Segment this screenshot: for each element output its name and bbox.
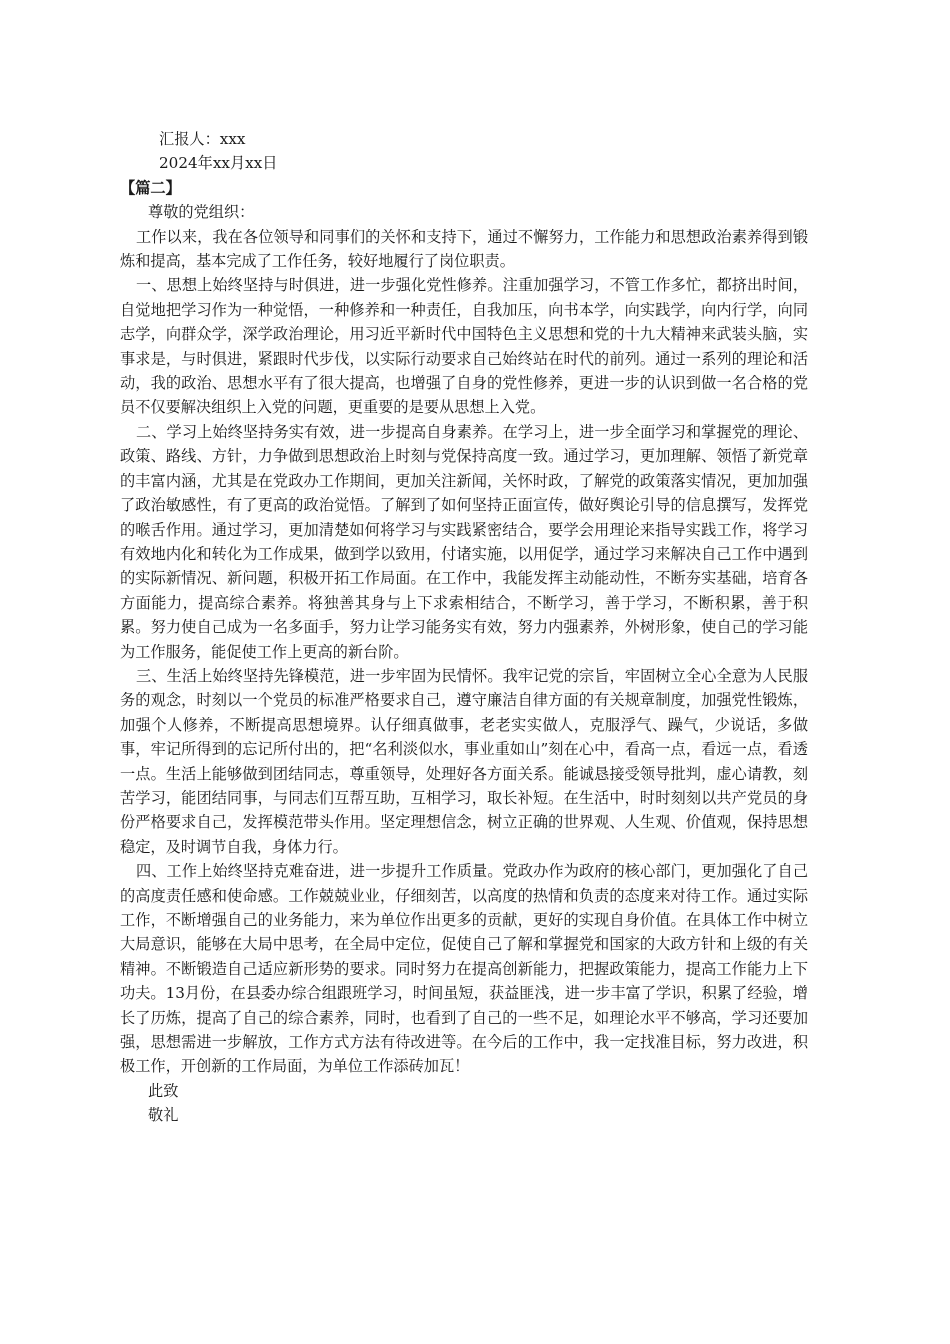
- paragraph-3: 三、生活上始终坚持先锋模范，进一步牢固为民情怀。我牢记党的宗旨，牢固树立全心全意为人民服务的观念，时刻以一个党员的标准严格要求自己，遵守廉洁自律方面的有关规章制度，加强党性锻炼，加强个人修养，不断提高思想境界。认仔细真做事，老老实实做人，克服浮气、躁气，少说话，多做事，牢记所得到的忘记所付出的，把“名利淡似水，事业重如山”刻在心中，看高一点，看远一点，看透一点。生活上能够做到团结同志，尊重领导，处理好各方面关系。能诚恳接受领导批判，虚心请教，刻苦学习，能团结同事，与同志们互帮互助，互相学习，取长补短。在生活中，时时刻刻以共产党员的身份严格要求自己，发挥模范带头作用。坚定理想信念，树立正确的世界观、人生观、价值观，保持思想稳定，及时调节自我，身体力行。: [120, 666, 808, 856]
- paragraph-intro: 工作以来，我在各位领导和同事们的关怀和支持下，通过不懈努力，工作能力和思想政治素养得到锻炼和提高，基本完成了工作任务，较好地履行了岗位职责。: [120, 227, 808, 271]
- paragraph-1: 一、思想上始终坚持与时俱进，进一步强化党性修养。注重加强学习，不管工作多忙，都挤出时间，自觉地把学习作为一种觉悟，一种修养和一种责任，自我加压，向书本学，向实践学，向内行学，向同志学，向群众学，深学政治理论，用习近平新时代中国特色主义思想和党的十九大精神来武装头脑，实事求是，与时俱进，紧跟时代步伐，以实际行动要求自己始终站在时代的前列。通过一系列的理论和活动，我的政治、思想水平有了很大提高，也增强了自身的党性修养，更进一步的认识到做一名合格的党员不仅要解决组织上入党的问题，更重要的是要从思想上入党。: [120, 276, 808, 417]
- paragraph-2: 二、学习上始终坚持务实有效，进一步提高自身素养。在学习上，进一步全面学习和掌握党的理论、政策、路线、方针，力争做到思想政治上时刻与党保持高度一致。通过学习，更加理解、领悟了新党章的丰富内涵，尤其是在党政办工作期间，更加关注新闻，关怀时政，了解党的政策落实情况，更加加强了政治敏感性，有了更高的政治觉悟。了解到了如何坚持正面宣传，做好舆论引导的信息撰写，发挥党的喉舌作用。通过学习，更加清楚如何将学习与实践紧密结合，要学会用理论来指导实践工作，将学习有效地内化和转化为工作成果，做到学以致用，付诸实施，以用促学，通过学习来解决自己工作中遇到的实际新情况、新问题，积极开拓工作局面。在工作中，我能发挥主动能动性，不断夯实基础，培育各方面能力，提高综合素养。将独善其身与上下求索相结合，不断学习，善于学习，不断积累，善于积累。努力使自己成为一名多面手，努力让学习能务实有效，努力内强素养，外树形象，使自己的学习能为工作服务，能促使工作上更高的新台阶。: [120, 422, 808, 661]
- section-heading: 【篇二】: [120, 178, 181, 197]
- closing-line-1: 此致: [148, 1081, 179, 1100]
- paragraph-4: 四、工作上始终坚持克难奋进，进一步提升工作质量。党政办作为政府的核心部门，更加强化了自己的高度责任感和使命感。工作兢兢业业，仔细刻苦，以高度的热情和负责的态度来对待工作。通过实际工作，不断增强自己的业务能力，来为单位作出更多的贡献，更好的实现自身价值。在具体工作中树立大局意识，能够在大局中思考，在全局中定位，促使自己了解和掌握党和国家的大政方针和上级的有关精神。不断锻造自己适应新形势的要求。同时努力在提高创新能力，把握政策能力，提高工作能力上下功夫。13月份，在县委办综合组跟班学习，时间虽短，获益匪浅，进一步丰富了学识，积累了经验，增长了历炼，提高了自己的综合素养，同时，也看到了自己的一些不足，如理论水平不够高，学习还要加强，思想需进一步解放，工作方式方法有待改进等。在今后的工作中，我一定找准目标，努力改进，积极工作，开创新的工作局面，为单位工作添砖加瓦！: [120, 862, 808, 1076]
- salutation: 尊敬的党组织：: [148, 203, 255, 222]
- document-page: [120, 127, 808, 1128]
- date-line: 2024年xx月xx日: [159, 154, 278, 173]
- reporter-line: 汇报人：xxx: [159, 130, 246, 148]
- closing-line-2: 敬礼: [148, 1106, 179, 1125]
